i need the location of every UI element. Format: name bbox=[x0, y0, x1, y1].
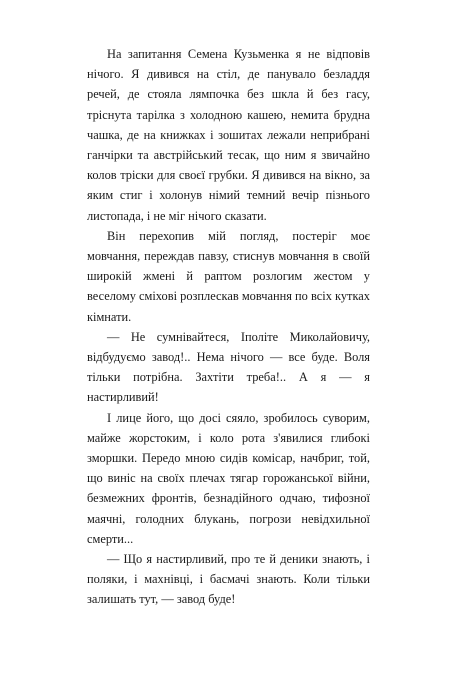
paragraph-5: — Що я настирливий, про те й деники знають, і поляки, і махнівці, і басмачі знають. Коли тільки залишать тут, — завод буде! bbox=[87, 552, 370, 607]
paragraph-1: На запитання Семена Кузьменка я не відповів нічого. Я дивився на стіл, де панувало безладдя речей, де стояла лямпочка без шкла й без гасу, тріснута тарілка з холодною кашею, немита брудна чашка, де на книжках і зошитах лежали неприбрані ганчірки та австрійський тесак, що ним я звичайно колов тріски для своєї грубки. Я дивився на вікно, за яким стиг і холонув німий темний вечір пізнього листопада, і не міг нічого сказати. bbox=[87, 47, 370, 223]
paragraph-2: Він перехопив мій погляд, постеріг моє мовчання, переждав павзу, стиснув мовчання в своїй широкій жмені й раптом розлогим жестом у веселому сміхові розплескав мовчання по всіх кутках кімнати. bbox=[87, 228, 370, 324]
paragraph-4: І лице його, що досі сяяло, зробилось суворим, майже жорстоким, і коло рота з'явилися глибокі зморшки. Передо мною сидів комісар, начбриг, той, що виніс на своїх плечах тягар горожанської війни, безмежних фронтів, безнадійного одчаю, тифозної маячні, голодних блукань, погрози невідхильної смерти... bbox=[87, 410, 370, 546]
paragraph-3: — Не сумнівайтеся, Іполіте Миколайовичу, відбудуємо завод!.. Нема нічого — все буде. Воля тільки потрібна. Захтіти треба!.. А я — я настирливий! bbox=[87, 329, 370, 405]
body-text bbox=[87, 44, 370, 610]
